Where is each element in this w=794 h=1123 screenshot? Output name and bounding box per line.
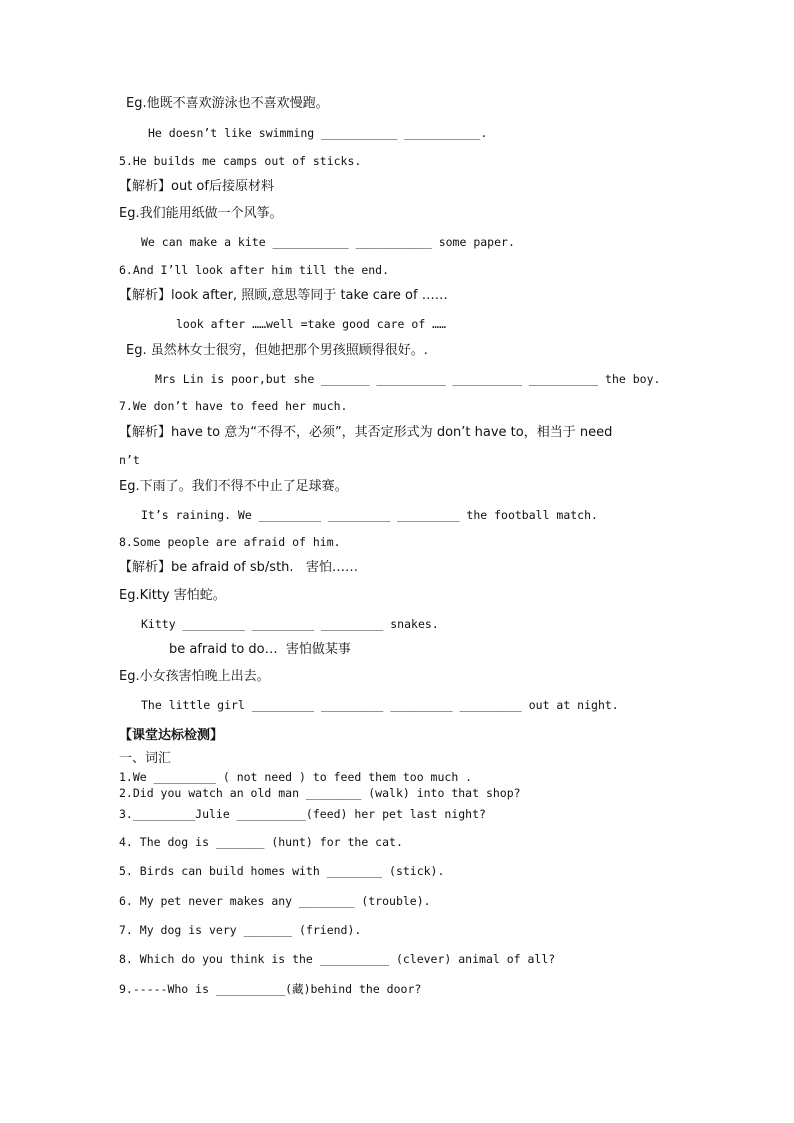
example-en: The little girl _________ _________ _________ _________ out at night. bbox=[141, 698, 619, 712]
sentence-item: 5.He builds me camps out of sticks. bbox=[119, 154, 362, 168]
example-cn: Eg.下雨了。我们不得不中止了足球赛。 bbox=[119, 479, 348, 494]
example-cn: Eg.Kitty 害怕蛇。 bbox=[119, 588, 226, 603]
example-cn: Eg.我们能用纸做一个风筝。 bbox=[119, 206, 283, 221]
example-en: We can make a kite ___________ ___________ some paper. bbox=[141, 235, 515, 249]
analysis-detail: be afraid to do… 害怕做某事 bbox=[169, 642, 351, 657]
exercise-item: 8. Which do you think is the __________ (clever) animal of all? bbox=[119, 952, 556, 966]
analysis-note: 【解析】have to 意为“不得不，必须”，其否定形式为 don’t have to，相当于 need bbox=[119, 425, 613, 440]
sentence-item: 7.We don’t have to feed her much. bbox=[119, 399, 348, 413]
example-en: Mrs Lin is poor,but she _______ __________ __________ __________ the boy. bbox=[155, 372, 661, 386]
subsection-title: 一、词汇 bbox=[119, 751, 172, 766]
sentence-item: 8.Some people are afraid of him. bbox=[119, 535, 341, 549]
analysis-note: 【解析】out of后接原材料 bbox=[119, 179, 274, 194]
sentence-item: 6.And I’ll look after him till the end. bbox=[119, 263, 390, 277]
example-cn: Eg.小女孩害怕晚上出去。 bbox=[119, 669, 270, 684]
exercise-item: 6. My pet never makes any ________ (trouble). bbox=[119, 894, 431, 908]
section-title: 【课堂达标检测】 bbox=[119, 728, 224, 743]
analysis-note-cont: n’t bbox=[119, 453, 140, 467]
exercise-item: 7. My dog is very _______ (friend). bbox=[119, 923, 362, 937]
exercise-item: 4. The dog is _______ (hunt) for the cat. bbox=[119, 835, 403, 849]
analysis-note: 【解析】be afraid of sb/sth. 害怕…… bbox=[119, 560, 358, 575]
example-en: It’s raining. We _________ _________ _________ the football match. bbox=[141, 508, 598, 522]
exercise-item: 3._________Julie __________(feed) her pet last night? bbox=[119, 807, 486, 821]
example-en: Kitty _________ _________ _________ snakes. bbox=[141, 617, 439, 631]
example-cn: Eg. 虽然林女士很穷，但她把那个男孩照顾得很好。. bbox=[126, 343, 428, 358]
exercise-item: 1.We _________ ( not need ) to feed them too much . bbox=[119, 770, 473, 784]
exercise-item: 5. Birds can build homes with ________ (stick). bbox=[119, 864, 445, 878]
analysis-detail: look after ……well =take good care of …… bbox=[176, 317, 447, 331]
analysis-note: 【解析】look after, 照顾,意思等同于 take care of …… bbox=[119, 288, 448, 303]
example-cn: Eg.他既不喜欢游泳也不喜欢慢跑。 bbox=[126, 96, 329, 111]
exercise-item: 2.Did you watch an old man ________ (walk) into that shop? bbox=[119, 786, 521, 800]
example-en: He doesn’t like swimming ___________ ___________. bbox=[148, 126, 488, 140]
exercise-item: 9.-----Who is __________(藏)behind the door? bbox=[119, 982, 422, 996]
